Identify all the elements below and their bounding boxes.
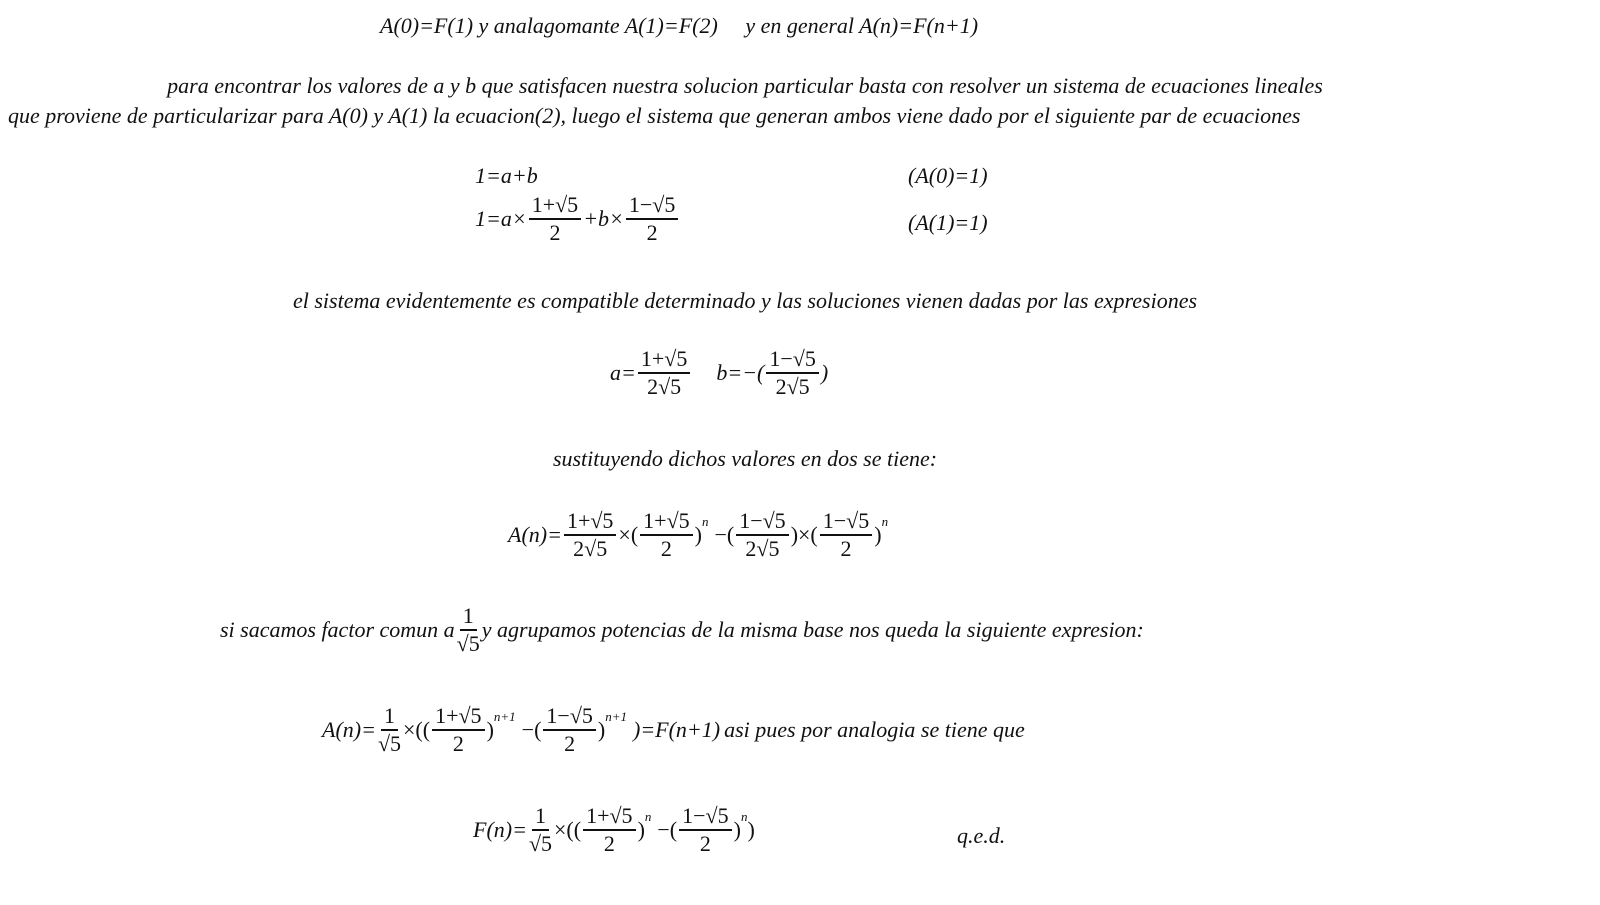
op: ×(: [618, 522, 639, 547]
equation-1-label: (A(0)=1): [908, 163, 988, 188]
text-analog: A(0)=F(1) y analagomante A(1)=F(2): [380, 13, 718, 38]
fraction: [679, 805, 731, 855]
denominator: 2: [660, 536, 672, 561]
text: asi pues por analogia se tiene que: [724, 717, 1025, 742]
solutions: [610, 348, 828, 398]
op: ×((: [403, 717, 431, 742]
op: −(: [714, 522, 735, 547]
numerator: 1−√5: [736, 510, 788, 536]
denominator: 2: [699, 831, 711, 856]
a-lhs: a=: [610, 360, 636, 385]
numerator: 1+√5: [583, 805, 635, 831]
denominator: 2√5: [573, 536, 608, 561]
denominator: 2: [603, 831, 615, 856]
fraction: [457, 605, 480, 655]
numerator: 1−√5: [626, 194, 678, 220]
equation-An-factored: [322, 705, 1025, 755]
exponent: n+1: [493, 708, 516, 724]
lhs: F(n)=: [473, 817, 527, 842]
lhs: A(n)=: [322, 717, 376, 742]
op: ): [747, 817, 755, 842]
exponent: n: [644, 808, 652, 824]
equation-2-label: (A(1)=1): [908, 210, 988, 235]
op: )×(: [790, 522, 818, 547]
fraction: [736, 510, 788, 560]
fraction: [626, 194, 678, 244]
exponent: n: [740, 808, 748, 824]
line-a0-f1: [380, 15, 978, 37]
op: ): [874, 522, 882, 547]
paragraph-line-1: para encontrar los valores de a y b que satisfacen nuestra solucion particular basta con resolver un sistema de ecuaciones lineales: [167, 73, 1323, 98]
denominator: 2: [646, 220, 658, 245]
op: ): [597, 717, 606, 742]
equation-2: [475, 194, 680, 244]
rhs: )=F(n+1): [633, 717, 721, 742]
lhs: A(n)=: [508, 522, 562, 547]
paragraph-4: [220, 605, 1144, 655]
fraction: [583, 805, 635, 855]
exponent: n+1: [605, 708, 627, 724]
text-general: y en general A(n)=F(n+1): [745, 13, 979, 38]
numerator: 1: [532, 805, 549, 831]
fraction: [543, 705, 595, 755]
numerator: 1+√5: [432, 705, 484, 731]
denominator: 2√5: [745, 536, 780, 561]
op: ): [694, 522, 702, 547]
denominator: 2√5: [647, 374, 682, 399]
numerator: 1: [381, 705, 398, 731]
fraction: [378, 705, 401, 755]
paragraph-3: sustituyendo dichos valores en dos se tiene:: [552, 446, 938, 471]
text: y agrupamos potencias de la misma base nos queda la siguiente expresion:: [481, 617, 1144, 642]
eq2-lhs: 1=a×: [475, 206, 527, 231]
denominator: 2√5: [775, 374, 810, 399]
fraction: [638, 348, 690, 398]
numerator: 1−√5: [820, 510, 872, 536]
fraction: [820, 510, 872, 560]
op: ): [486, 717, 494, 742]
fraction: [640, 510, 692, 560]
denominator: 2: [452, 731, 464, 756]
op: −(: [657, 817, 678, 842]
numerator: 1−√5: [543, 705, 595, 731]
denominator: 2: [564, 731, 576, 756]
denominator: 2: [549, 220, 561, 245]
text: si sacamos factor comun a: [220, 617, 455, 642]
fraction: [766, 348, 818, 398]
op: −(: [521, 717, 542, 742]
numerator: 1−√5: [679, 805, 731, 831]
b-close: ): [820, 360, 829, 385]
exponent: n: [701, 513, 709, 529]
op: ×((: [554, 817, 582, 842]
denominator: √5: [456, 631, 480, 656]
paragraph-line-2: que proviene de particularizar para A(0) y A(1) la ecuacion(2), luego el sistema que generan ambos viene dado por el siguiente par de ecuaciones: [8, 103, 1301, 128]
denominator: √5: [528, 831, 553, 856]
equation-An-expanded: [508, 510, 888, 560]
b-lhs: b=−(: [716, 360, 765, 385]
fraction: [564, 510, 616, 560]
fraction: [432, 705, 484, 755]
qed: q.e.d.: [957, 823, 1006, 848]
exponent: n: [881, 513, 889, 529]
equation-1: 1=a+b: [475, 163, 538, 188]
numerator: 1−√5: [766, 348, 818, 374]
denominator: √5: [377, 731, 402, 756]
numerator: 1+√5: [640, 510, 692, 536]
numerator: 1+√5: [529, 194, 581, 220]
numerator: 1+√5: [564, 510, 616, 536]
numerator: 1+√5: [638, 348, 690, 374]
denominator: 2: [840, 536, 852, 561]
numerator: 1: [460, 605, 477, 631]
fraction: [529, 194, 581, 244]
op: ): [637, 817, 645, 842]
fraction: [529, 805, 552, 855]
eq2-mid: +b×: [583, 206, 624, 231]
paragraph-2: el sistema evidentemente es compatible determinado y las soluciones vienen dadas por las expresiones: [292, 288, 1198, 313]
op: ): [733, 817, 741, 842]
equation-Fn-binet: [473, 805, 755, 855]
